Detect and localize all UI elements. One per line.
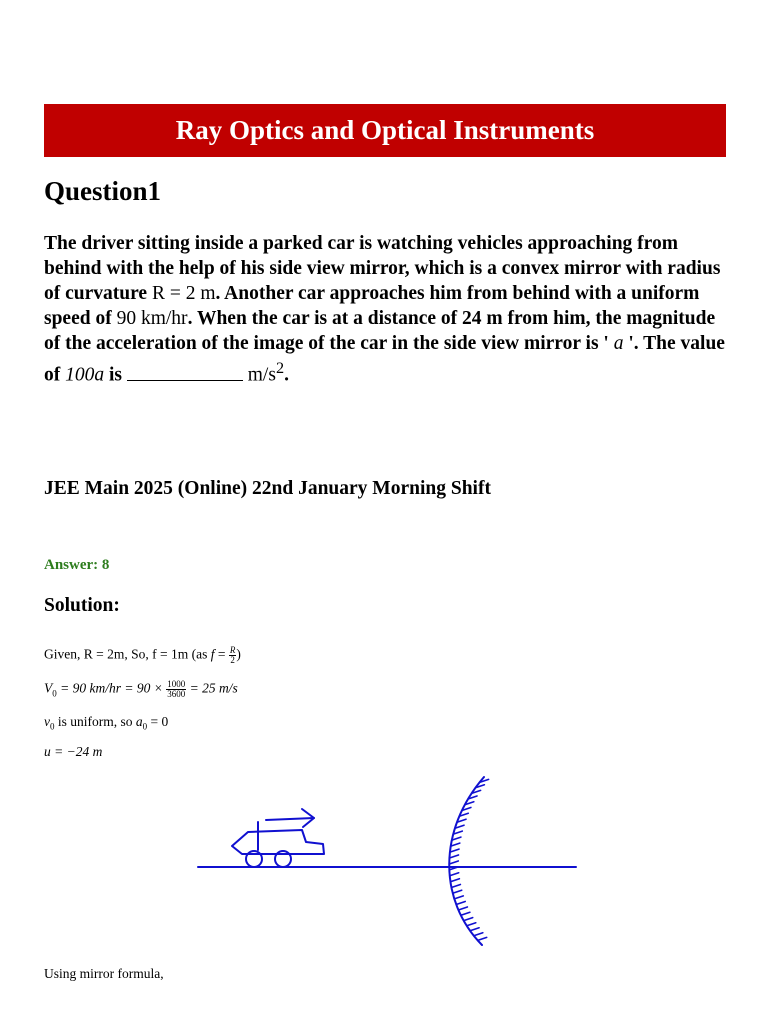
fraction-1000-over-3600 bbox=[166, 680, 186, 699]
hatch-mark bbox=[474, 933, 483, 936]
hatch-mark bbox=[461, 912, 470, 915]
line1-suffix: ) bbox=[236, 646, 241, 662]
hatch-mark bbox=[450, 873, 459, 876]
math-radius: R = 2 m bbox=[151, 283, 216, 304]
chapter-title: Ray Optics and Optical Instruments bbox=[175, 115, 595, 145]
chapter-banner bbox=[44, 104, 726, 157]
car-body-icon bbox=[232, 830, 324, 854]
hatch-mark bbox=[467, 923, 476, 926]
solution-title: Solution: bbox=[44, 595, 120, 616]
line2-mid: = 90 km/hr = 90 × bbox=[56, 680, 167, 696]
math-a: a bbox=[613, 333, 624, 354]
mirror-hatching bbox=[449, 779, 488, 940]
line1-prefix: Given, R = 2m, So, f = 1m (as bbox=[44, 646, 211, 662]
question-text-part-1: The driver sitting inside a parked car is watching vehicles approaching from behind with the help of his side view mirror, which is a convex mirror with radius of curvature bbox=[44, 233, 721, 304]
hatch-mark bbox=[470, 928, 479, 931]
hatch-mark bbox=[451, 885, 460, 888]
hatch-mark bbox=[454, 896, 463, 899]
question-text bbox=[44, 231, 732, 388]
solution-line-2 bbox=[44, 680, 238, 699]
fraction-den-2: 3600 bbox=[167, 689, 186, 699]
fraction-num: R bbox=[229, 645, 236, 655]
question-text-part-4: '. The value of bbox=[44, 333, 725, 386]
car-mirror-diagram bbox=[190, 770, 590, 955]
answer-label: Answer: 8 bbox=[44, 557, 110, 573]
solution-line-1 bbox=[44, 646, 241, 665]
line3-sub: 0 bbox=[50, 721, 55, 732]
hatch-mark bbox=[478, 937, 487, 940]
question-text-part-2: . Another car approaches him from behind with a uniform speed of bbox=[44, 283, 700, 329]
velocity-arrow-shaft bbox=[266, 818, 314, 820]
hatch-mark bbox=[450, 879, 459, 882]
solution-line-4: u = −24 m bbox=[44, 744, 103, 759]
hatch-mark bbox=[451, 843, 460, 846]
solution-line-3 bbox=[44, 714, 168, 732]
question-title: Question1 bbox=[44, 176, 162, 206]
line3-asub: 0 bbox=[142, 721, 148, 732]
hatch-mark bbox=[450, 855, 459, 858]
question-text-part-5: is bbox=[104, 364, 127, 386]
math-speed: 90 km/hr bbox=[116, 308, 188, 329]
hatch-mark bbox=[450, 849, 459, 852]
line3-end: = 0 bbox=[147, 714, 169, 729]
line1-eq: = bbox=[214, 646, 229, 662]
answer-blank bbox=[127, 366, 243, 381]
solution-line-5: Using mirror formula, bbox=[44, 966, 164, 981]
line3-mid: is uniform, so bbox=[54, 714, 136, 729]
fraction-num-2: 1000 bbox=[167, 679, 186, 689]
line2-sub: 0 bbox=[52, 688, 57, 699]
question-text-end: . bbox=[284, 364, 289, 386]
hatch-mark bbox=[449, 861, 458, 864]
math-100a: 100a bbox=[65, 364, 105, 386]
hatch-mark bbox=[453, 890, 462, 893]
line2-end: = 25 m/s bbox=[186, 680, 238, 696]
question-text-part-3: . When the car is at a distance of 24 m from him, the magnitude of the acceleration of the image of the car in the side view mirror is ' bbox=[44, 308, 716, 354]
exam-source: JEE Main 2025 (Online) 22nd January Morning Shift bbox=[44, 478, 491, 499]
hatch-mark bbox=[456, 902, 465, 905]
line1-f: f bbox=[210, 646, 215, 662]
line2-v: V bbox=[44, 680, 53, 696]
math-unit: m/s bbox=[247, 364, 276, 386]
hatch-mark bbox=[458, 907, 467, 910]
unit-power: 2 bbox=[275, 359, 285, 377]
hatch-mark bbox=[464, 918, 473, 921]
line3-a: a bbox=[135, 714, 143, 729]
fraction-den: 2 bbox=[230, 655, 235, 665]
line3-v: v bbox=[44, 714, 50, 729]
